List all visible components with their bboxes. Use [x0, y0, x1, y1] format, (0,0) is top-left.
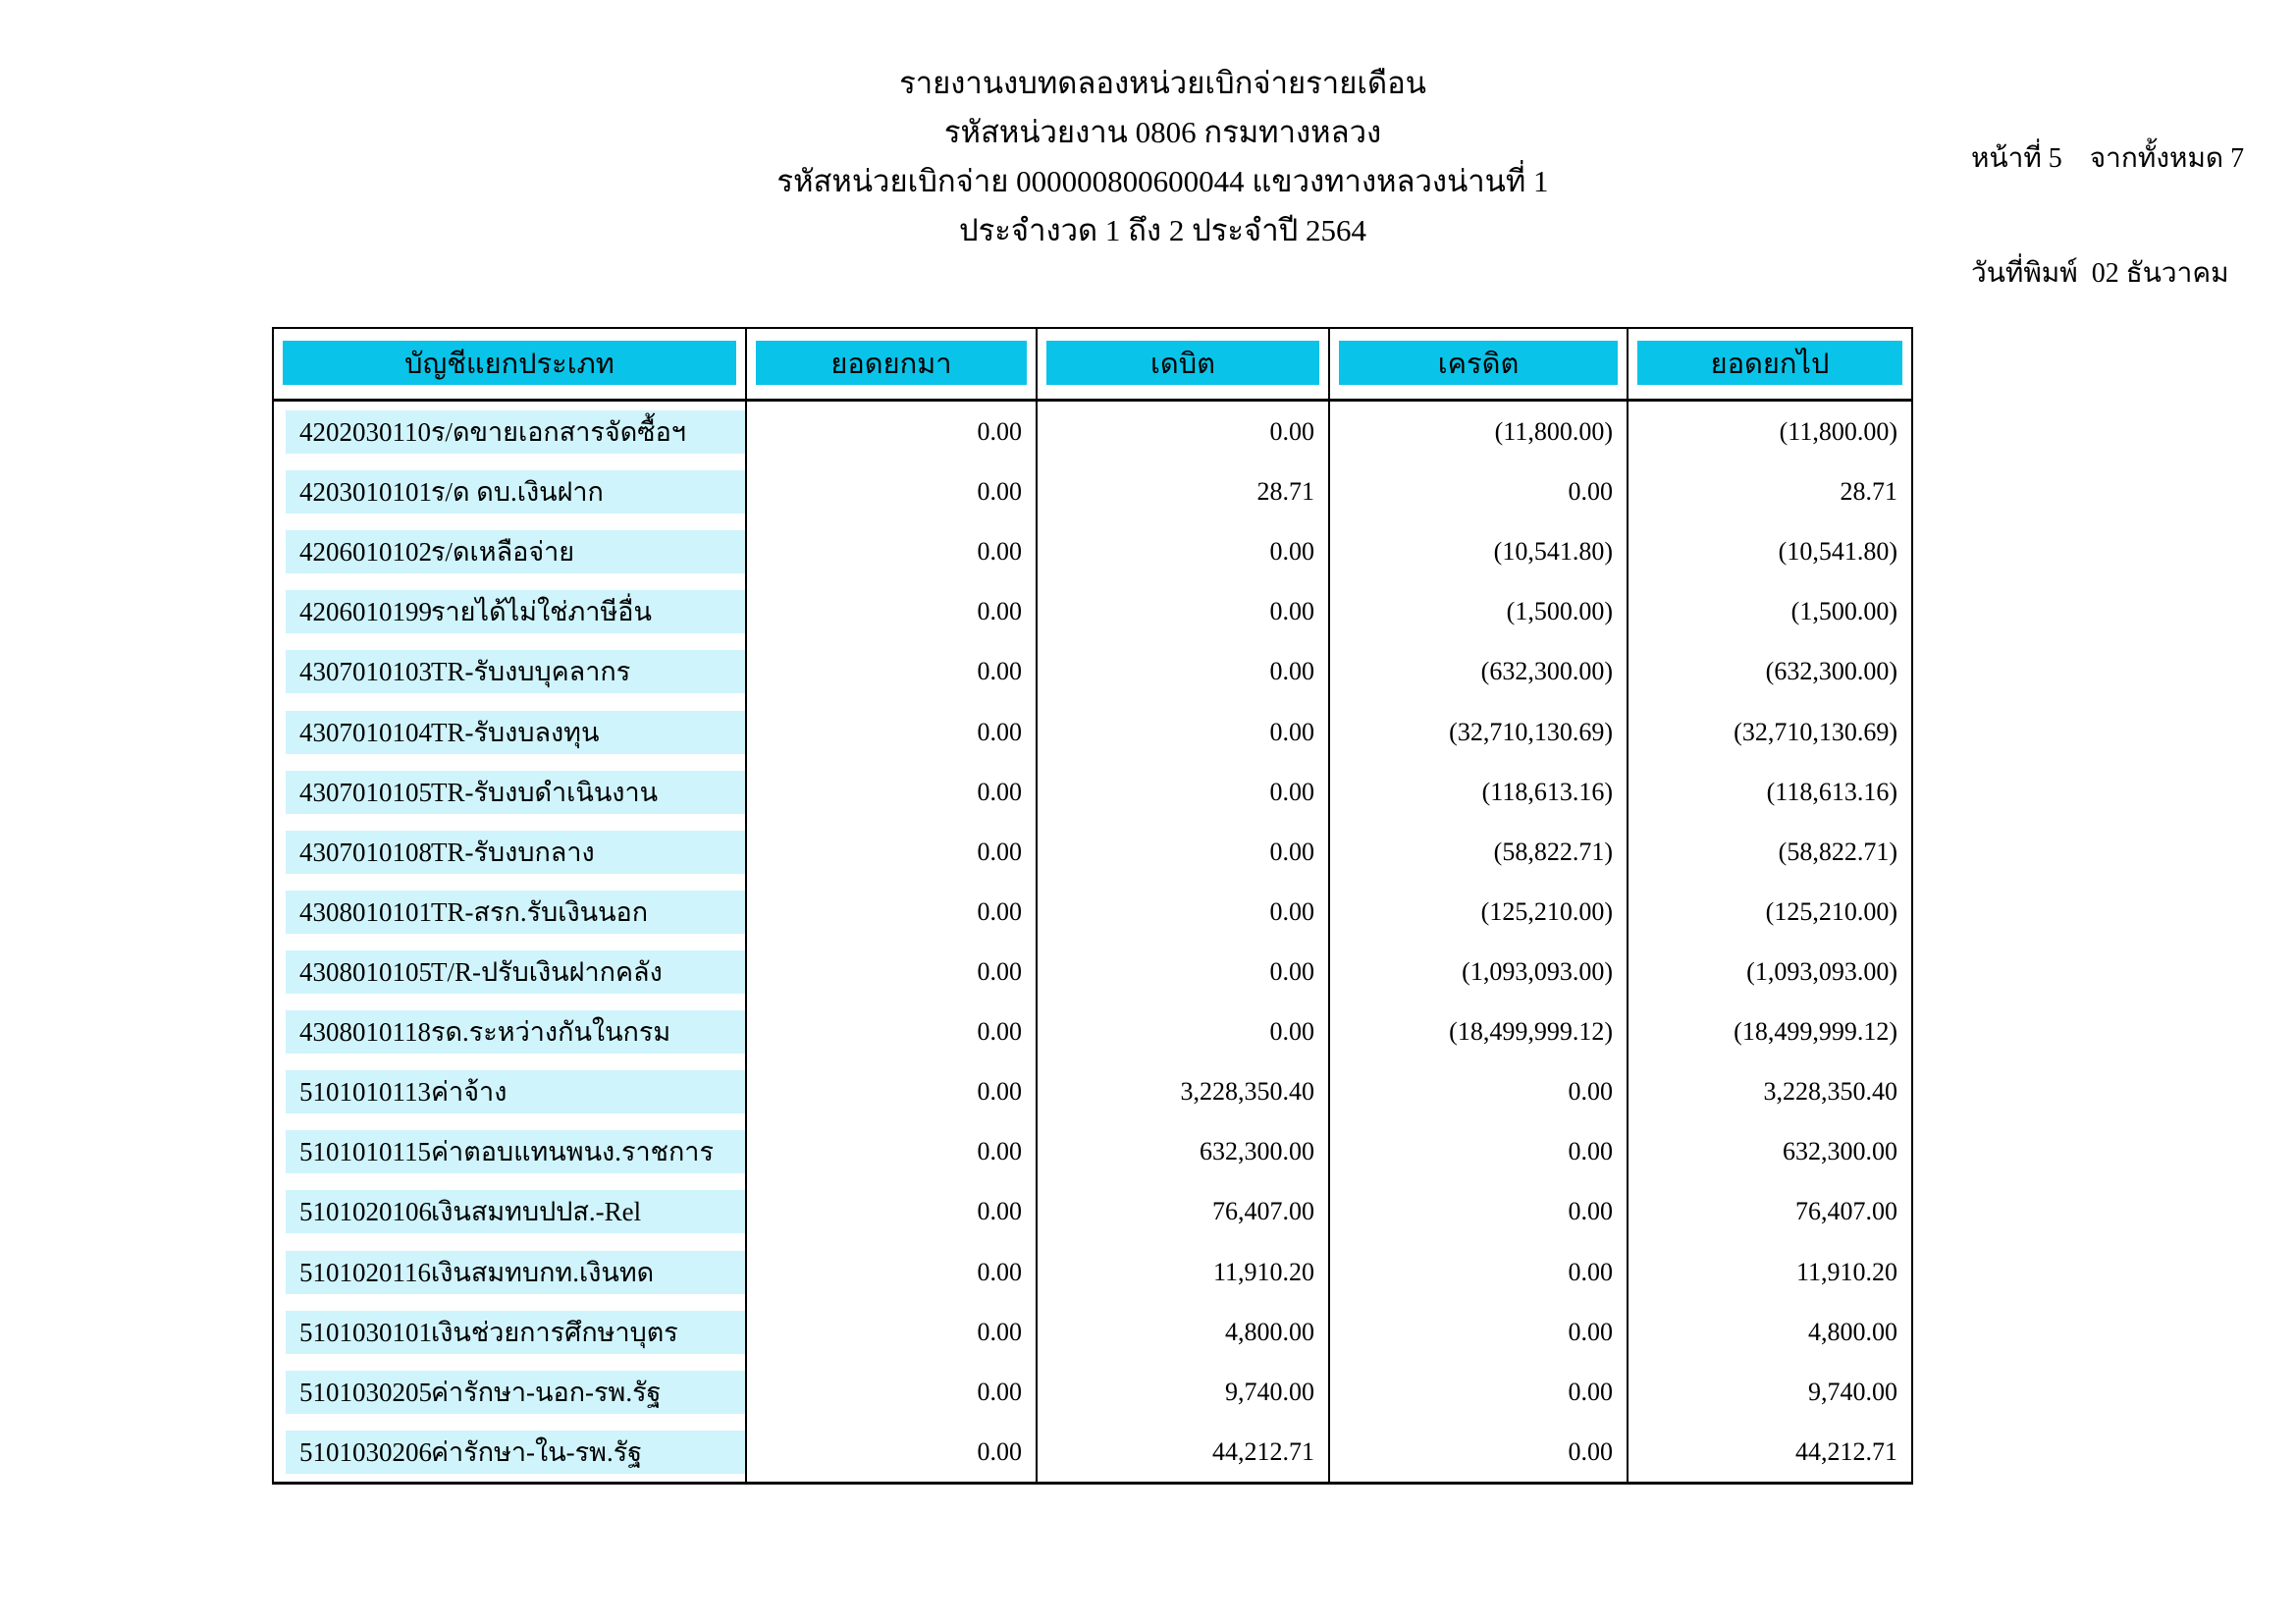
- credit-cell: [1330, 1121, 1629, 1181]
- debit-cell: [1038, 1121, 1330, 1181]
- account-name: T/R-ปรับเงินฝากคลัง: [431, 956, 663, 987]
- column-header-carry-forward-in-label: ยอดยกมา: [756, 341, 1027, 385]
- column-header-carry-forward-in: [747, 329, 1038, 399]
- credit-value: (11,800.00): [1494, 417, 1613, 446]
- credit-cell: [1330, 461, 1629, 521]
- carry-forward-out-value: (58,822.71): [1778, 837, 1897, 866]
- account-name: TR-สรก.รับเงินนอก: [431, 896, 649, 927]
- account-cell: [274, 1302, 747, 1362]
- account-code: 4307010108: [299, 837, 432, 867]
- account-cell: [274, 1001, 747, 1061]
- credit-value: 0.00: [1568, 1257, 1613, 1286]
- carry-forward-in-cell: [747, 1362, 1038, 1422]
- table-row: [274, 1362, 1911, 1422]
- carry-forward-out-cell: [1629, 521, 1911, 581]
- credit-cell: [1330, 581, 1629, 641]
- table-row: [274, 1001, 1911, 1061]
- debit-cell: [1038, 702, 1330, 762]
- credit-cell: [1330, 1302, 1629, 1362]
- carry-forward-out-cell: [1629, 402, 1911, 461]
- account-code: 5101030101: [299, 1317, 432, 1347]
- account-name: ค่ารักษา-นอก-รพ.รัฐ: [431, 1377, 662, 1407]
- credit-value: 0.00: [1568, 1137, 1613, 1166]
- account-code: 5101010115: [299, 1137, 431, 1167]
- table-row: [274, 1061, 1911, 1121]
- credit-cell: [1330, 822, 1629, 882]
- credit-value: (32,710,130.69): [1449, 717, 1613, 746]
- column-header-account: [274, 329, 747, 399]
- credit-cell: [1330, 702, 1629, 762]
- table-row: [274, 942, 1911, 1001]
- table-row: [274, 1242, 1911, 1302]
- carry-forward-out-value: (632,300.00): [1765, 657, 1897, 686]
- carry-forward-out-cell: [1629, 461, 1911, 521]
- account-name: TR-รับงบบุคลากร: [431, 657, 631, 687]
- carry-forward-in-value: 0.00: [977, 1257, 1022, 1286]
- carry-forward-in-cell: [747, 942, 1038, 1001]
- account-cell: [274, 402, 747, 461]
- carry-forward-out-value: (10,541.80): [1778, 537, 1897, 567]
- carry-forward-in-value: 0.00: [977, 1317, 1022, 1346]
- debit-value: 0.00: [1269, 1017, 1314, 1047]
- debit-value: 3,228,350.40: [1180, 1077, 1314, 1107]
- carry-forward-out-cell: [1629, 1242, 1911, 1302]
- account-name: เงินสมทบกท.เงินทด: [431, 1257, 655, 1287]
- carry-forward-in-value: 0.00: [977, 417, 1022, 446]
- credit-cell: [1330, 1362, 1629, 1422]
- account-code: 4307010105: [299, 777, 432, 807]
- account-cell: [274, 942, 747, 1001]
- table-row: [274, 1422, 1911, 1482]
- debit-cell: [1038, 521, 1330, 581]
- account-cell: [274, 1121, 747, 1181]
- column-header-debit-label: เดบิต: [1046, 341, 1319, 385]
- account-cell: [274, 461, 747, 521]
- carry-forward-out-value: (11,800.00): [1779, 417, 1897, 446]
- debit-value: 0.00: [1269, 537, 1314, 567]
- account-code: 4206010199: [299, 597, 432, 627]
- carry-forward-in-value: 0.00: [977, 657, 1022, 686]
- account-cell: [274, 882, 747, 942]
- carry-forward-out-cell: [1629, 702, 1911, 762]
- debit-cell: [1038, 762, 1330, 822]
- credit-value: 0.00: [1568, 1377, 1613, 1406]
- account-code: 4308010105: [299, 956, 432, 987]
- credit-value: 0.00: [1568, 1317, 1613, 1346]
- credit-value: (1,093,093.00): [1462, 956, 1613, 986]
- carry-forward-out-value: 4,800.00: [1808, 1317, 1897, 1346]
- carry-forward-out-value: 28.71: [1840, 477, 1897, 507]
- credit-cell: [1330, 942, 1629, 1001]
- credit-value: 0.00: [1568, 1077, 1613, 1107]
- credit-value: 0.00: [1568, 1197, 1613, 1226]
- credit-cell: [1330, 882, 1629, 942]
- carry-forward-in-value: 0.00: [977, 1197, 1022, 1226]
- print-date-line: วันที่พิมพ์ 02 ธันวาคม: [1971, 258, 2229, 289]
- report-header: [29, 59, 2296, 255]
- account-code: 5101020116: [299, 1257, 431, 1287]
- account-name: ค่ารักษา-ใน-รพ.รัฐ: [431, 1436, 643, 1467]
- credit-value: (125,210.00): [1480, 896, 1613, 926]
- account-cell: [274, 1181, 747, 1241]
- debit-value: 0.00: [1269, 597, 1314, 626]
- account-name: ค่าจ้าง: [431, 1077, 507, 1108]
- account-name: เงินช่วยการศึกษาบุตร: [431, 1317, 678, 1347]
- table-row: [274, 521, 1911, 581]
- trial-balance-table: [272, 327, 1913, 1485]
- account-code: 4206010102: [299, 537, 432, 568]
- carry-forward-out-cell: [1629, 641, 1911, 701]
- table-row: [274, 702, 1911, 762]
- credit-value: (632,300.00): [1480, 657, 1613, 686]
- carry-forward-in-value: 0.00: [977, 1017, 1022, 1047]
- table-row: [274, 581, 1911, 641]
- carry-forward-out-cell: [1629, 1422, 1911, 1482]
- column-header-credit-label: เครดิต: [1339, 341, 1618, 385]
- carry-forward-in-value: 0.00: [977, 896, 1022, 926]
- carry-forward-in-value: 0.00: [977, 1137, 1022, 1166]
- carry-forward-out-value: 632,300.00: [1783, 1137, 1897, 1166]
- carry-forward-in-cell: [747, 1302, 1038, 1362]
- account-code: 5101010113: [299, 1077, 431, 1108]
- table-row: [274, 762, 1911, 822]
- credit-cell: [1330, 1242, 1629, 1302]
- carry-forward-out-value: 9,740.00: [1808, 1377, 1897, 1406]
- account-name: ร/ดขายเอกสารจัดซื้อฯ: [431, 417, 686, 447]
- carry-forward-in-cell: [747, 1181, 1038, 1241]
- account-cell: [274, 641, 747, 701]
- account-cell: [274, 1061, 747, 1121]
- column-header-account-label: บัญชีแยกประเภท: [283, 341, 736, 385]
- carry-forward-out-cell: [1629, 882, 1911, 942]
- carry-forward-in-cell: [747, 581, 1038, 641]
- account-cell: [274, 581, 747, 641]
- carry-forward-out-cell: [1629, 942, 1911, 1001]
- carry-forward-out-cell: [1629, 1061, 1911, 1121]
- credit-value: (10,541.80): [1493, 537, 1613, 567]
- carry-forward-in-cell: [747, 1242, 1038, 1302]
- account-cell: [274, 702, 747, 762]
- carry-forward-out-cell: [1629, 1001, 1911, 1061]
- credit-cell: [1330, 1001, 1629, 1061]
- carry-forward-in-cell: [747, 521, 1038, 581]
- credit-value: 0.00: [1568, 1436, 1613, 1466]
- carry-forward-out-value: (118,613.16): [1766, 777, 1897, 806]
- table-row: [274, 822, 1911, 882]
- page-info: [1971, 63, 2244, 369]
- carry-forward-in-value: 0.00: [977, 956, 1022, 986]
- carry-forward-out-cell: [1629, 1181, 1911, 1241]
- account-cell: [274, 1242, 747, 1302]
- credit-cell: [1330, 1422, 1629, 1482]
- table-row: [274, 1121, 1911, 1181]
- credit-value: (58,822.71): [1493, 837, 1613, 866]
- credit-cell: [1330, 641, 1629, 701]
- debit-value: 632,300.00: [1200, 1137, 1314, 1166]
- debit-cell: [1038, 1242, 1330, 1302]
- carry-forward-in-value: 0.00: [977, 477, 1022, 507]
- account-code: 4202030110: [299, 417, 431, 447]
- debit-cell: [1038, 461, 1330, 521]
- debit-cell: [1038, 822, 1330, 882]
- credit-value: (1,500.00): [1506, 597, 1613, 626]
- debit-value: 0.00: [1269, 956, 1314, 986]
- account-name: ค่าตอบแทนพนง.ราชการ: [431, 1137, 714, 1167]
- carry-forward-out-cell: [1629, 1362, 1911, 1422]
- carry-forward-in-cell: [747, 1422, 1038, 1482]
- debit-value: 9,740.00: [1225, 1377, 1314, 1406]
- debit-cell: [1038, 1302, 1330, 1362]
- table-row: [274, 1302, 1911, 1362]
- debit-cell: [1038, 942, 1330, 1001]
- carry-forward-out-value: (18,499,999.12): [1734, 1017, 1897, 1047]
- carry-forward-out-cell: [1629, 1302, 1911, 1362]
- carry-forward-in-value: 0.00: [977, 777, 1022, 806]
- report-title: รายงานงบทดลองหน่วยเบิกจ่ายรายเดือน: [899, 66, 1426, 100]
- account-cell: [274, 521, 747, 581]
- carry-forward-in-value: 0.00: [977, 597, 1022, 626]
- account-name: TR-รับงบกลาง: [431, 837, 595, 867]
- accounting-period-line: ประจำงวด 1 ถึง 2 ประจำปี 2564: [958, 213, 1367, 247]
- debit-cell: [1038, 1362, 1330, 1422]
- credit-value: (18,499,999.12): [1449, 1017, 1613, 1047]
- table-row: [274, 402, 1911, 461]
- account-code: 5101030205: [299, 1377, 432, 1407]
- account-cell: [274, 822, 747, 882]
- column-header-debit: [1038, 329, 1330, 399]
- table-body: [274, 402, 1911, 1482]
- carry-forward-out-value: (32,710,130.69): [1734, 717, 1897, 746]
- table-header-row: [274, 329, 1911, 402]
- carry-forward-in-cell: [747, 1121, 1038, 1181]
- carry-forward-out-value: (1,500.00): [1790, 597, 1897, 626]
- account-code: 5101030206: [299, 1436, 432, 1467]
- debit-value: 44,212.71: [1212, 1436, 1314, 1466]
- carry-forward-in-value: 0.00: [977, 717, 1022, 746]
- debit-cell: [1038, 882, 1330, 942]
- account-name: ร/ด ดบ.เงินฝาก: [431, 477, 604, 508]
- debit-cell: [1038, 1001, 1330, 1061]
- column-header-carry-forward-out: [1629, 329, 1911, 399]
- column-header-credit: [1330, 329, 1629, 399]
- account-code: 4307010103: [299, 657, 432, 687]
- carry-forward-out-value: 3,228,350.40: [1763, 1077, 1897, 1107]
- carry-forward-out-cell: [1629, 822, 1911, 882]
- debit-value: 0.00: [1269, 837, 1314, 866]
- debit-cell: [1038, 1061, 1330, 1121]
- debit-value: 0.00: [1269, 896, 1314, 926]
- carry-forward-in-cell: [747, 461, 1038, 521]
- account-code: 4307010104: [299, 717, 432, 747]
- account-name: TR-รับงบดำเนินงาน: [431, 777, 659, 807]
- column-header-carry-forward-out-label: ยอดยกไป: [1637, 341, 1902, 385]
- debit-cell: [1038, 402, 1330, 461]
- agency-code-line: รหัสหน่วยงาน 0806 กรมทางหลวง: [943, 115, 1382, 149]
- account-name: เงินสมทบปปส.-Rel: [431, 1197, 642, 1227]
- table-row: [274, 882, 1911, 942]
- account-cell: [274, 1422, 747, 1482]
- credit-cell: [1330, 1061, 1629, 1121]
- credit-cell: [1330, 1181, 1629, 1241]
- debit-cell: [1038, 1422, 1330, 1482]
- carry-forward-in-cell: [747, 1061, 1038, 1121]
- carry-forward-in-cell: [747, 1001, 1038, 1061]
- carry-forward-in-value: 0.00: [977, 1077, 1022, 1107]
- carry-forward-in-cell: [747, 882, 1038, 942]
- credit-value: 0.00: [1568, 477, 1613, 507]
- account-code: 4308010101: [299, 896, 432, 927]
- debit-value: 28.71: [1256, 477, 1314, 507]
- carry-forward-out-cell: [1629, 762, 1911, 822]
- carry-forward-out-value: (125,210.00): [1765, 896, 1897, 926]
- debit-cell: [1038, 581, 1330, 641]
- carry-forward-out-cell: [1629, 1121, 1911, 1181]
- carry-forward-in-value: 0.00: [977, 1377, 1022, 1406]
- carry-forward-in-value: 0.00: [977, 837, 1022, 866]
- account-cell: [274, 762, 747, 822]
- debit-cell: [1038, 1181, 1330, 1241]
- credit-cell: [1330, 521, 1629, 581]
- account-code: 4308010118: [299, 1017, 431, 1048]
- carry-forward-in-cell: [747, 762, 1038, 822]
- account-name: รายได้ไม่ใช่ภาษีอื่น: [431, 597, 652, 627]
- account-code: 4203010101: [299, 477, 432, 508]
- carry-forward-out-value: (1,093,093.00): [1746, 956, 1897, 986]
- debit-value: 4,800.00: [1225, 1317, 1314, 1346]
- debit-value: 0.00: [1269, 777, 1314, 806]
- debit-value: 0.00: [1269, 717, 1314, 746]
- disbursing-unit-line: รหัสหน่วยเบิกจ่าย 000000800600044 แขวงทางหลวงน่านที่ 1: [776, 164, 1549, 198]
- credit-cell: [1330, 402, 1629, 461]
- carry-forward-in-cell: [747, 641, 1038, 701]
- credit-cell: [1330, 762, 1629, 822]
- table-row: [274, 461, 1911, 521]
- carry-forward-in-cell: [747, 402, 1038, 461]
- account-name: TR-รับงบลงทุน: [431, 717, 600, 747]
- debit-value: 0.00: [1269, 657, 1314, 686]
- carry-forward-out-value: 44,212.71: [1795, 1436, 1897, 1466]
- carry-forward-in-cell: [747, 702, 1038, 762]
- debit-value: 11,910.20: [1212, 1257, 1314, 1286]
- page-number-line: หน้าที่ 5 จากทั้งหมด 7: [1971, 143, 2245, 174]
- debit-value: 0.00: [1269, 417, 1314, 446]
- carry-forward-in-value: 0.00: [977, 537, 1022, 567]
- carry-forward-in-value: 0.00: [977, 1436, 1022, 1466]
- credit-value: (118,613.16): [1481, 777, 1613, 806]
- carry-forward-in-cell: [747, 822, 1038, 882]
- account-name: ร/ดเหลือจ่าย: [431, 537, 575, 568]
- table-row: [274, 641, 1911, 701]
- debit-value: 76,407.00: [1212, 1197, 1314, 1226]
- account-name: รด.ระหว่างกันในกรม: [431, 1017, 671, 1048]
- debit-cell: [1038, 641, 1330, 701]
- table-row: [274, 1181, 1911, 1241]
- account-cell: [274, 1362, 747, 1422]
- carry-forward-out-value: 11,910.20: [1795, 1257, 1897, 1286]
- account-code: 5101020106: [299, 1197, 432, 1227]
- carry-forward-out-cell: [1629, 581, 1911, 641]
- carry-forward-out-value: 76,407.00: [1795, 1197, 1897, 1226]
